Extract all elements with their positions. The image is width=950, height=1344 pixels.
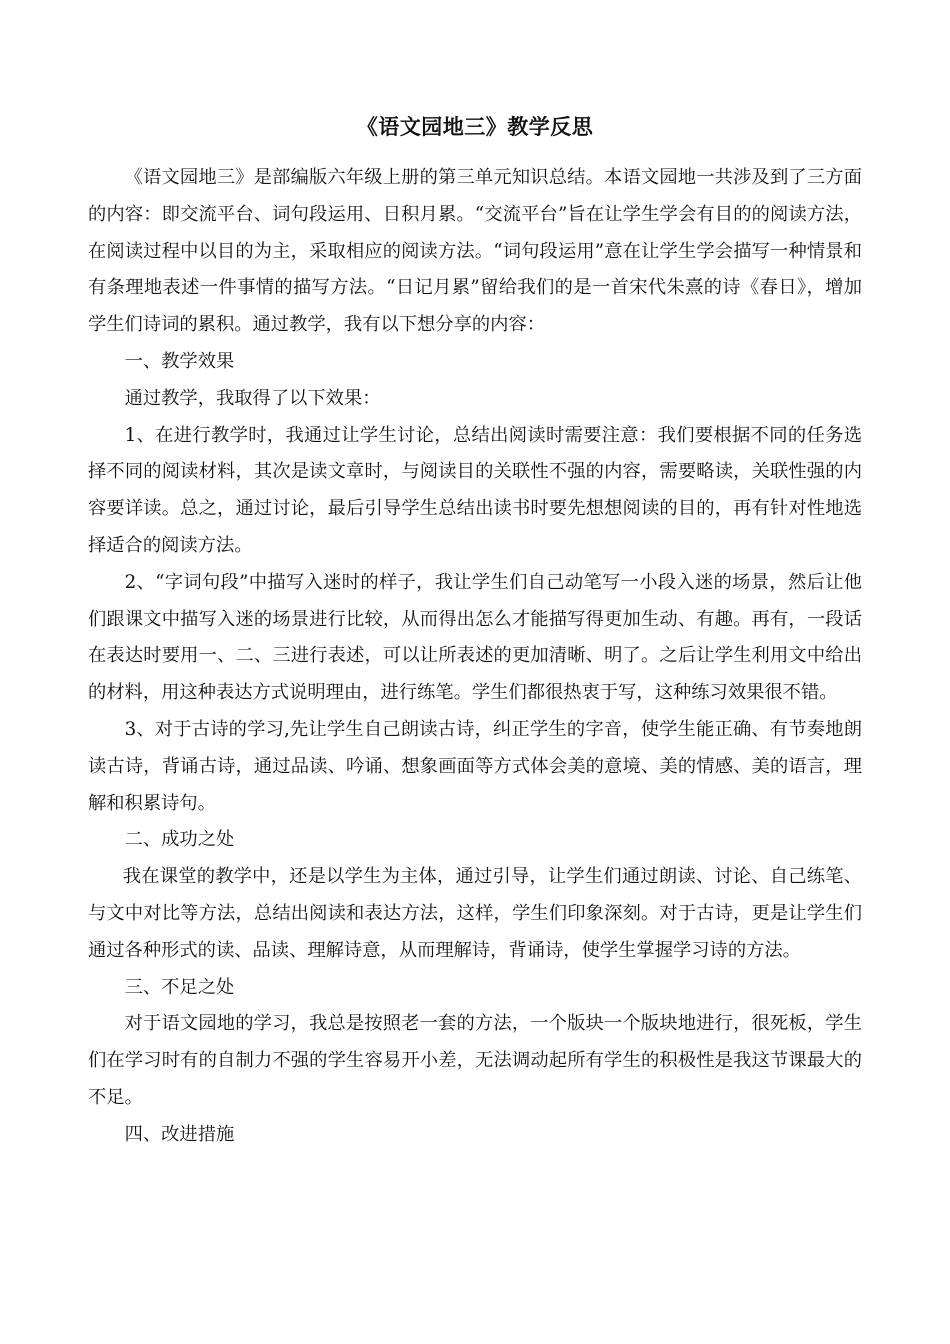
effect-item-3-paragraph: 3、对于古诗的学习,先让学生自己朗读古诗，纠正学生的字音，使学生能正确、有节奏地朗读古诗，背诵古诗，通过品读、吟诵、想象画面等方式体会美的意境、美的情感、美的语言，理解和积累诗句。 — [88, 718, 862, 814]
section-heading-shortcomings: 三、不足之处 — [124, 976, 235, 998]
section-heading-improvements: 四、改进措施 — [124, 1123, 235, 1145]
effect-intro-paragraph: 通过教学，我取得了以下效果： — [124, 387, 381, 409]
section-heading-successes: 二、成功之处 — [124, 829, 235, 851]
effect-item-1-paragraph: 1、在进行教学时，我通过让学生讨论，总结出阅读时需要注意：我们要根据不同的任务选择不同的阅读材料，其次是读文章时，与阅读目的关联性不强的内容，需要略读，关联性强的内容要详读。总之，通过讨论，最后引导学生总结出读书时要先想想阅读的目的，再有针对性地选择适合的阅读方法。 — [88, 424, 862, 556]
intro-paragraph: 《语文园地三》是部编版六年级上册的第三单元知识总结。本语文园地一共涉及到了三方面的内容：即交流平台、词句段运用、日积月累。“交流平台”旨在让学生学会有目的的阅读方法，在阅读过程中以目的为主，采取相应的阅读方法。“词句段运用”意在让学生学会描写一种情景和有条理地表述一件事情的描写方法。“日记月累”留给我们的是一首宋代朱熹的诗《春日》，增加学生们诗词的累积。通过教学，我有以下想分享的内容： — [88, 167, 862, 336]
effect-item-2-paragraph: 2、“字词句段”中描写入迷时的样子，我让学生们自己动笔写一小段入迷的场景，然后让他们跟课文中描写入迷的场景进行比较，从而得出怎么才能描写得更加生动、有趣。再有，一段话在表达时要用一、二、三进行表述，可以让所表述的更加清晰、明了。之后让学生利用文中给出的材料，用这种表达方式说明理由，进行练笔。学生们都很热衷于写，这种练习效果很不错。 — [88, 571, 862, 704]
section-heading-teaching-effect: 一、教学效果 — [124, 350, 235, 372]
document-title: 《语文园地三》教学反思 — [356, 115, 594, 139]
shortcomings-paragraph: 对于语文园地的学习，我总是按照老一套的方法，一个版块一个版块地进行，很死板，学生们在学习时有的自制力不强的学生容易开小差，无法调动起所有学生的积极性是我这节课最大的不足。 — [88, 1013, 862, 1108]
successes-paragraph: 我在课堂的教学中，还是以学生为主体，通过引导，让学生们通过朗读、讨论、自己练笔、与文中对比等方法，总结出阅读和表达方法，这样，学生们印象深刻。对于古诗，更是让学生们通过各种形式的读、品读、理解诗意，从而理解诗，背诵诗，使学生掌握学习诗的方法。 — [88, 866, 862, 961]
document-body — [88, 160, 862, 1154]
